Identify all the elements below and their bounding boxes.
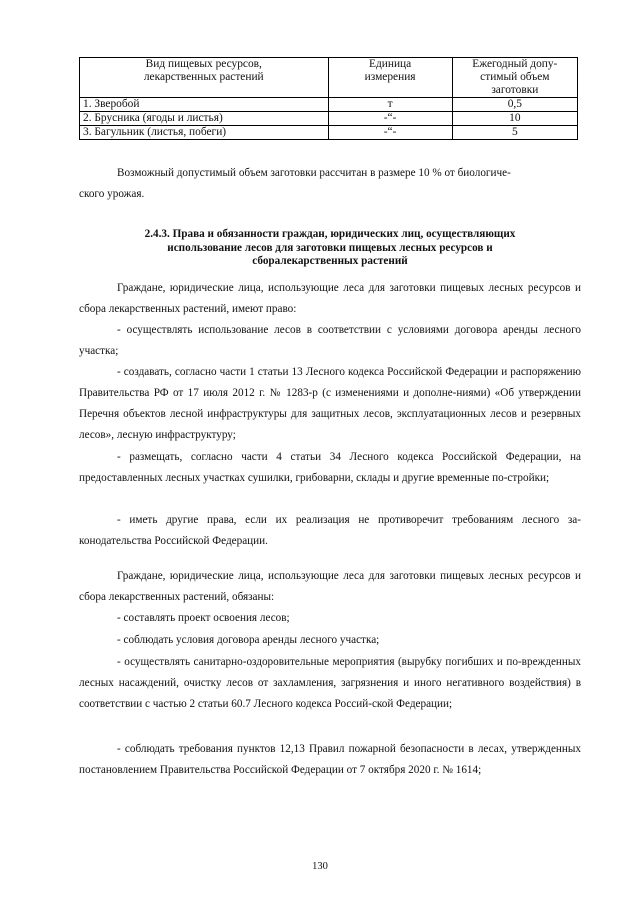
note-line: ского урожая. [79, 188, 145, 200]
paragraph-duties-intro: Граждане, юридические лица, использующие леса для заготовки пищевых лесных ресурсов и сбора лекарственных растений, обязаны: [79, 570, 581, 603]
table-cell-unit: -“- [328, 126, 452, 140]
page-number: 130 [312, 861, 328, 872]
table-header-annual-volume [452, 58, 577, 98]
header-line: заготовки [491, 84, 539, 96]
header-line: измерения [364, 71, 416, 83]
table-note [79, 163, 581, 205]
paragraph-right-create-infrastructure: - создавать, согласно части 1 статьи 13 Лесного кодекса Российской Федерации и распоряжению Правительства РФ от 17 июля 2012 г. № 1283-р (с изменениями и дополне-ниями) «Об утверждении Перечня объектов лесной инфраструктуры для защитных лесов, эксплуатационных лесов и резервных лесов», лесную инфраструктуру; [79, 366, 581, 441]
table-row [80, 126, 578, 140]
paragraph-duty-lease-terms: - соблюдать условия договора аренды лесного участка; [117, 634, 380, 646]
table-cell-name: 2. Брусника (ягоды и листья) [80, 112, 329, 126]
table-cell-unit: -“- [328, 112, 452, 126]
table-cell-name: 1. Зверобой [80, 98, 329, 112]
table-row [80, 112, 578, 126]
paragraph-rights-intro: Граждане, юридические лица, использующие леса для заготовки пищевых лесных ресурсов и сбора лекарственных растений, имеют право: [79, 282, 581, 315]
header-line: лекарственных растений [143, 71, 264, 83]
table-cell-value: 5 [452, 126, 577, 140]
note-line: Возможный допустимый объем заготовки рассчитан в размере 10 % от биологиче- [117, 167, 511, 179]
header-line: Ежегодный допу- [472, 58, 558, 70]
paragraph-right-use-forests: - осуществлять использование лесов в соответствии с условиями договора аренды лесного участка; [79, 324, 581, 357]
table-header-row [80, 58, 578, 98]
paragraph-right-place-buildings: - размещать, согласно части 4 статьи 34 Лесного кодекса Российской Федерации, на предоставленных лесных участках сушилки, грибоварни, склады и другие временные по-стройки; [79, 451, 581, 484]
table-cell-name: 3. Багульник (листья, побеги) [80, 126, 329, 140]
heading-line: 2.4.3. Права и обязанности граждан, юридических лиц, осуществляющих [144, 228, 516, 240]
table-cell-value: 0,5 [452, 98, 577, 112]
table-header-unit [328, 58, 452, 98]
paragraph-duty-fire-safety: - соблюдать требования пунктов 12,13 Правил пожарной безопасности в лесах, утвержденных постановлением Правительства Российской Федерации от 7 октября 2020 г. № 1614; [79, 743, 581, 776]
header-line: Единица [369, 58, 412, 70]
heading-line: сборалекарственных растений [252, 255, 408, 267]
resources-table [79, 57, 578, 140]
table-cell-unit: т [328, 98, 452, 112]
paragraph-right-other: - иметь другие права, если их реализация не противоречит требованиям лесного за-конодательства Российской Федерации. [79, 514, 581, 547]
table-header-resource-type [80, 58, 329, 98]
table-row [80, 98, 578, 112]
paragraph-duty-sanitary: - осуществлять санитарно-оздоровительные мероприятия (вырубку погибших и по-врежденных лесных насаждений, очистку лесов от захламления, загрязнения и иного негативного воздействия) в соответствии с частью 2 статьи 60.7 Лесного кодекса Россий-ской Федерации; [79, 656, 581, 710]
section-heading [120, 228, 540, 269]
header-line: Вид пищевых ресурсов, [145, 58, 262, 70]
paragraph-duty-project: - составлять проект освоения лесов; [117, 612, 290, 624]
heading-line: использование лесов для заготовки пищевых лесных ресурсов и [167, 241, 493, 254]
table-cell-value: 10 [452, 112, 577, 126]
header-line: стимый объем [480, 71, 550, 83]
